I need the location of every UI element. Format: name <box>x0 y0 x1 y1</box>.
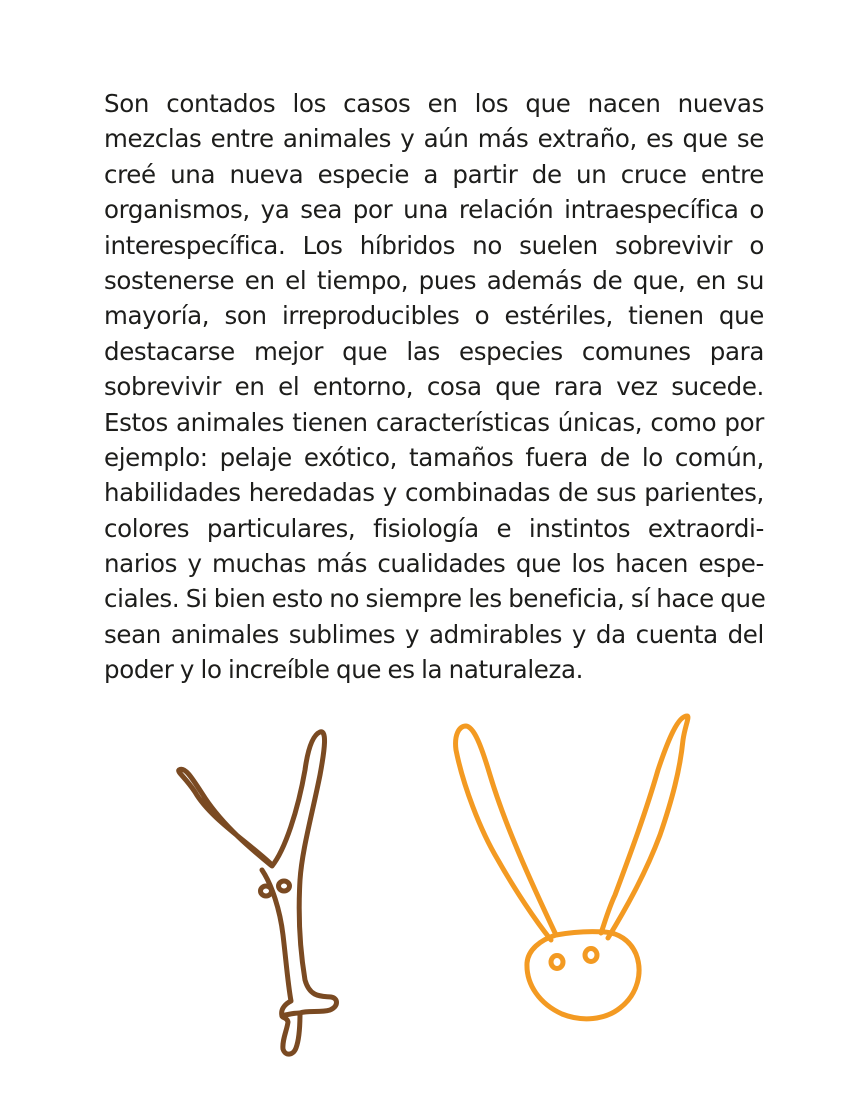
paragraph-line: ejemplo: pelaje exótico, tamaños fuera de lo común, <box>104 442 764 472</box>
brown-creature-eye-left <box>261 886 272 896</box>
orange-rabbit-eye-left <box>551 956 563 969</box>
orange-rabbit-head <box>527 932 639 1019</box>
paragraph-line: sean animales sublimes y admirables y da cuenta del <box>104 619 764 649</box>
orange-rabbit-left-ear <box>456 726 556 940</box>
orange-rabbit-drawing-icon <box>456 716 688 1019</box>
paragraph-line: Estos animales tienen características únicas, como por <box>104 407 764 437</box>
paragraph-line: organismos, ya sea por una relación intraespecífica o <box>104 195 764 225</box>
brown-creature-foot-line <box>282 1013 300 1016</box>
orange-rabbit-eye-right <box>585 949 597 962</box>
paragraph-line: mezclas entre animales y aún más extraño, es que se <box>104 124 764 154</box>
paragraph-line: narios y muchas más cualidades que los hacen espe- <box>104 549 764 579</box>
paragraph-line: poder y lo increíble que es la naturaleza. <box>104 655 584 685</box>
paragraph-line: Son contados los casos en los que nacen nuevas <box>104 89 764 118</box>
paragraph-line: mayoría, son irreproducibles o estériles, tienen que <box>104 301 764 331</box>
paragraph-line: habilidades heredadas y combinadas de sus parientes, <box>104 478 764 508</box>
paragraph-line: colores particulares, fisiología e instintos extraordi- <box>104 513 764 543</box>
brown-creature-eye-right <box>279 881 290 891</box>
brown-creature-body-outline <box>179 732 337 1054</box>
paragraph-line: ciales. Si bien esto no siempre les beneficia, sí hace que <box>104 584 766 614</box>
brown-creature-drawing-icon <box>179 732 337 1054</box>
paragraph-line: sostenerse en el tiempo, pues además de que, en su <box>104 265 764 295</box>
paragraph-line: sobrevivir en el entorno, cosa que rara vez sucede. <box>104 372 764 402</box>
orange-rabbit-right-ear <box>601 716 688 938</box>
paragraph-line: interespecífica. Los híbridos no suelen sobrevivir o <box>104 230 764 260</box>
paragraph-line: destacarse mejor que las especies comunes para <box>104 336 764 366</box>
paragraph-line: creé una nueva especie a partir de un cruce entre <box>104 159 764 189</box>
